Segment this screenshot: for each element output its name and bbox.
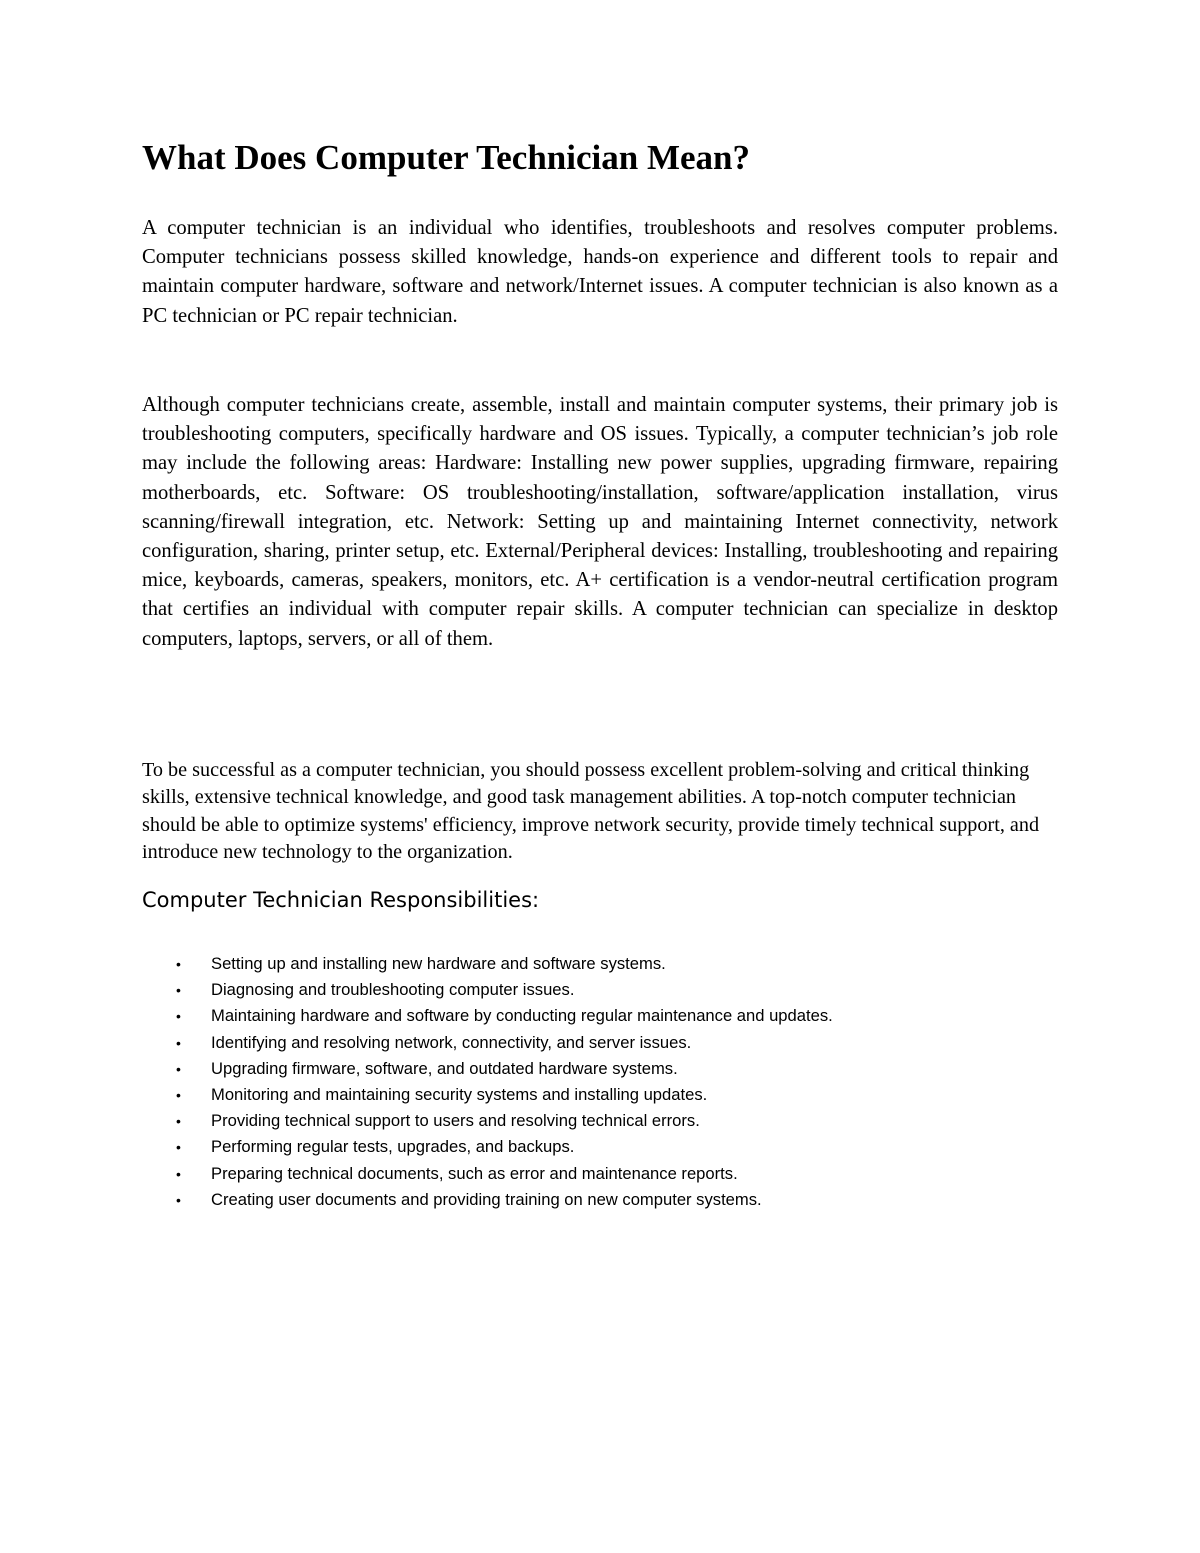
bullet-icon: • <box>176 1165 181 1182</box>
list-item-text: Creating user documents and providing training on new computer systems. <box>211 1189 762 1209</box>
paragraph-success: To be successful as a computer technician, you should possess excellent problem-solving and critical thinking skills, extensive technical knowledge, and good task management abilities. A top-notch computer technician should be able to optimize systems' efficiency, improve network security, provide timely technical support, and introduce new technology to the organization. <box>142 759 1040 864</box>
list-item <box>142 1187 833 1213</box>
paragraph-job-role: Although computer technicians create, assemble, install and maintain computer systems, their primary job is troubleshooting computers, specifically hardware and OS issues. Typically, a computer technician’s job role may include the following areas: Hardware: Installing new power supplies, upgrading firmware, repairing motherboards, etc. Software: OS troubleshooting/installation, software/application installation, virus scanning/firewall integration, etc. Network: Setting up and maintaining Internet connectivity, network configuration, sharing, printer setup, etc. External/Peripheral devices: Installing, troubleshooting and repairing mice, keyboards, cameras, speakers, monitors, etc. A+ certification is a vendor-neutral certification program that certifies an individual with computer repair skills. A computer technician can specialize in desktop computers, laptops, servers, or all of them. <box>142 394 1058 650</box>
list-item <box>142 1056 833 1082</box>
list-item-text: Diagnosing and troubleshooting computer issues. <box>211 980 575 1000</box>
list-item <box>142 1108 833 1134</box>
list-item <box>142 951 833 977</box>
list-item-text: Maintaining hardware and software by conducting regular maintenance and updates. <box>211 1006 833 1026</box>
bullet-icon: • <box>176 1113 181 1130</box>
list-item-text: Performing regular tests, upgrades, and backups. <box>211 1137 575 1157</box>
bullet-icon: • <box>176 1139 181 1156</box>
list-item <box>142 1082 833 1108</box>
list-item-text: Setting up and installing new hardware and software systems. <box>211 954 666 973</box>
list-item-text: Upgrading firmware, software, and outdated hardware systems. <box>211 1058 678 1078</box>
responsibilities-heading: Computer Technician Responsibilities: <box>142 888 540 912</box>
bullet-icon: • <box>176 982 181 999</box>
bullet-icon: • <box>176 1086 181 1103</box>
document-title: What Does Computer Technician Mean? <box>142 138 750 177</box>
bullet-icon: • <box>176 1060 181 1077</box>
list-item-text: Identifying and resolving network, connectivity, and server issues. <box>211 1032 692 1052</box>
bullet-icon: • <box>176 1008 181 1025</box>
list-item-text: Monitoring and maintaining security systems and installing updates. <box>211 1084 708 1104</box>
list-item <box>142 1134 833 1160</box>
list-item <box>142 1003 833 1029</box>
paragraph-definition: A computer technician is an individual who identifies, troubleshoots and resolves computer problems. Computer technicians possess skilled knowledge, hands-on experience and different tools to repair and maintain computer hardware, software and network/Internet issues. A computer technician is also known as a PC technician or PC repair technician. <box>142 217 1058 327</box>
bullet-icon: • <box>176 1191 181 1208</box>
list-item <box>142 1030 833 1056</box>
list-item <box>142 1161 833 1187</box>
list-item-text: Providing technical support to users and resolving technical errors. <box>211 1111 700 1131</box>
bullet-icon: • <box>176 1034 181 1051</box>
bullet-icon: • <box>176 956 181 972</box>
list-item-text: Preparing technical documents, such as error and maintenance reports. <box>211 1163 738 1183</box>
list-item <box>142 977 833 1003</box>
responsibilities-list <box>142 951 833 1213</box>
